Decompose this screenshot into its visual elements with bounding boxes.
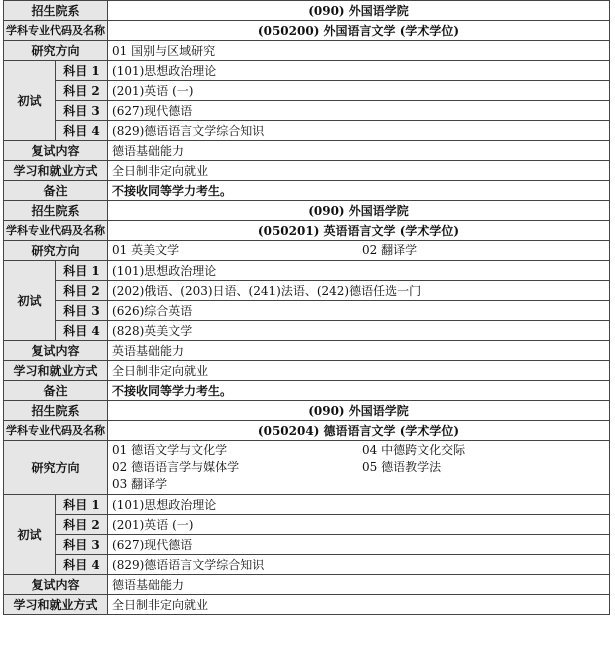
- table-row: [4, 301, 610, 321]
- subject-value: (101)思想政治理论: [108, 495, 610, 515]
- subject-value: (626)综合英语: [108, 301, 610, 321]
- table-row: [4, 401, 610, 421]
- subject-value: (627)现代德语: [108, 101, 610, 121]
- table-row: [4, 61, 610, 81]
- study-mode-value: 全日制非定向就业: [108, 595, 610, 615]
- direction-label: 研究方向: [4, 441, 108, 495]
- direction-item: 01 英美文学: [112, 243, 180, 257]
- direction-item: 05 德语教学法: [362, 460, 442, 474]
- major-label: 学科专业代码及名称: [4, 421, 108, 441]
- dept-value: (090) 外国语学院: [108, 201, 610, 221]
- study-mode-label: 学习和就业方式: [4, 361, 108, 381]
- subject-value: (201)英语 (一): [108, 81, 610, 101]
- table-row: [4, 515, 610, 535]
- retest-value: 德语基础能力: [108, 141, 610, 161]
- subject-label: 科目 4: [56, 555, 108, 575]
- table-row: [4, 81, 610, 101]
- table-row: [4, 495, 610, 515]
- direction-label: 研究方向: [4, 41, 108, 61]
- study-mode-value: 全日制非定向就业: [108, 161, 610, 181]
- admissions-table: [3, 0, 610, 615]
- direction-label: 研究方向: [4, 241, 108, 261]
- subject-value: (101)思想政治理论: [108, 261, 610, 281]
- subject-value: (627)现代德语: [108, 535, 610, 555]
- direction-value: [108, 241, 610, 261]
- table-row: [4, 261, 610, 281]
- subject-label: 科目 4: [56, 121, 108, 141]
- table-row: [4, 41, 610, 61]
- retest-label: 复试内容: [4, 341, 108, 361]
- retest-value: 英语基础能力: [108, 341, 610, 361]
- retest-label: 复试内容: [4, 575, 108, 595]
- table-row: [4, 535, 610, 555]
- study-mode-label: 学习和就业方式: [4, 161, 108, 181]
- dept-label: 招生院系: [4, 401, 108, 421]
- remark-label: 备注: [4, 181, 108, 201]
- direction-item: 03 翻译学: [112, 477, 168, 491]
- major-value: (050204) 德语语言文学 (学术学位): [108, 421, 610, 441]
- subject-value: (202)俄语、(203)日语、(241)法语、(242)德语任选一门: [108, 281, 610, 301]
- subject-value: (101)思想政治理论: [108, 61, 610, 81]
- table-row: [4, 321, 610, 341]
- table-row: [4, 575, 610, 595]
- dept-value: (090) 外国语学院: [108, 401, 610, 421]
- first-exam-label: 初试: [4, 495, 56, 575]
- major-label: 学科专业代码及名称: [4, 221, 108, 241]
- first-exam-label: 初试: [4, 261, 56, 341]
- table-row: [4, 141, 610, 161]
- retest-label: 复试内容: [4, 141, 108, 161]
- subject-label: 科目 2: [56, 515, 108, 535]
- remark-label: 备注: [4, 381, 108, 401]
- table-row: [4, 341, 610, 361]
- subject-label: 科目 1: [56, 61, 108, 81]
- table-row: [4, 101, 610, 121]
- study-mode-value: 全日制非定向就业: [108, 361, 610, 381]
- table-row: [4, 201, 610, 221]
- remark-value: 不接收同等学力考生。: [108, 181, 610, 201]
- table-row: [4, 595, 610, 615]
- study-mode-label: 学习和就业方式: [4, 595, 108, 615]
- table-row: [4, 281, 610, 301]
- table-row: [4, 421, 610, 441]
- direction-item: 02 德语语言学与媒体学: [112, 460, 240, 474]
- subject-label: 科目 4: [56, 321, 108, 341]
- dept-label: 招生院系: [4, 201, 108, 221]
- major-value: (050201) 英语语言文学 (学术学位): [108, 221, 610, 241]
- table-row: [4, 121, 610, 141]
- subject-value: (201)英语 (一): [108, 515, 610, 535]
- remark-value: 不接收同等学力考生。: [108, 381, 610, 401]
- dept-label: 招生院系: [4, 1, 108, 21]
- table-row: [4, 555, 610, 575]
- table-row: [4, 1, 610, 21]
- table-row: [4, 221, 610, 241]
- subject-label: 科目 1: [56, 261, 108, 281]
- major-value: (050200) 外国语言文学 (学术学位): [108, 21, 610, 41]
- direction-item: 01 德语文学与文化学: [112, 443, 228, 457]
- subject-label: 科目 3: [56, 535, 108, 555]
- first-exam-label: 初试: [4, 61, 56, 141]
- subject-value: (829)德语语言文学综合知识: [108, 555, 610, 575]
- subject-value: (829)德语语言文学综合知识: [108, 121, 610, 141]
- subject-label: 科目 3: [56, 301, 108, 321]
- subject-label: 科目 1: [56, 495, 108, 515]
- direction-value: [108, 41, 610, 61]
- retest-value: 德语基础能力: [108, 575, 610, 595]
- direction-item: 04 中德跨文化交际: [362, 443, 466, 457]
- table-row: [4, 21, 610, 41]
- subject-label: 科目 2: [56, 281, 108, 301]
- subject-label: 科目 3: [56, 101, 108, 121]
- major-label: 学科专业代码及名称: [4, 21, 108, 41]
- direction-item: 01 国别与区域研究: [112, 43, 216, 58]
- table-row: [4, 181, 610, 201]
- subject-label: 科目 2: [56, 81, 108, 101]
- table-row: [4, 361, 610, 381]
- table-row: [4, 381, 610, 401]
- direction-value: [108, 441, 610, 495]
- dept-value: (090) 外国语学院: [108, 1, 610, 21]
- subject-value: (828)英美文学: [108, 321, 610, 341]
- table-row: [4, 241, 610, 261]
- direction-item: 02 翻译学: [362, 243, 418, 257]
- table-row: [4, 161, 610, 181]
- table-row: [4, 441, 610, 495]
